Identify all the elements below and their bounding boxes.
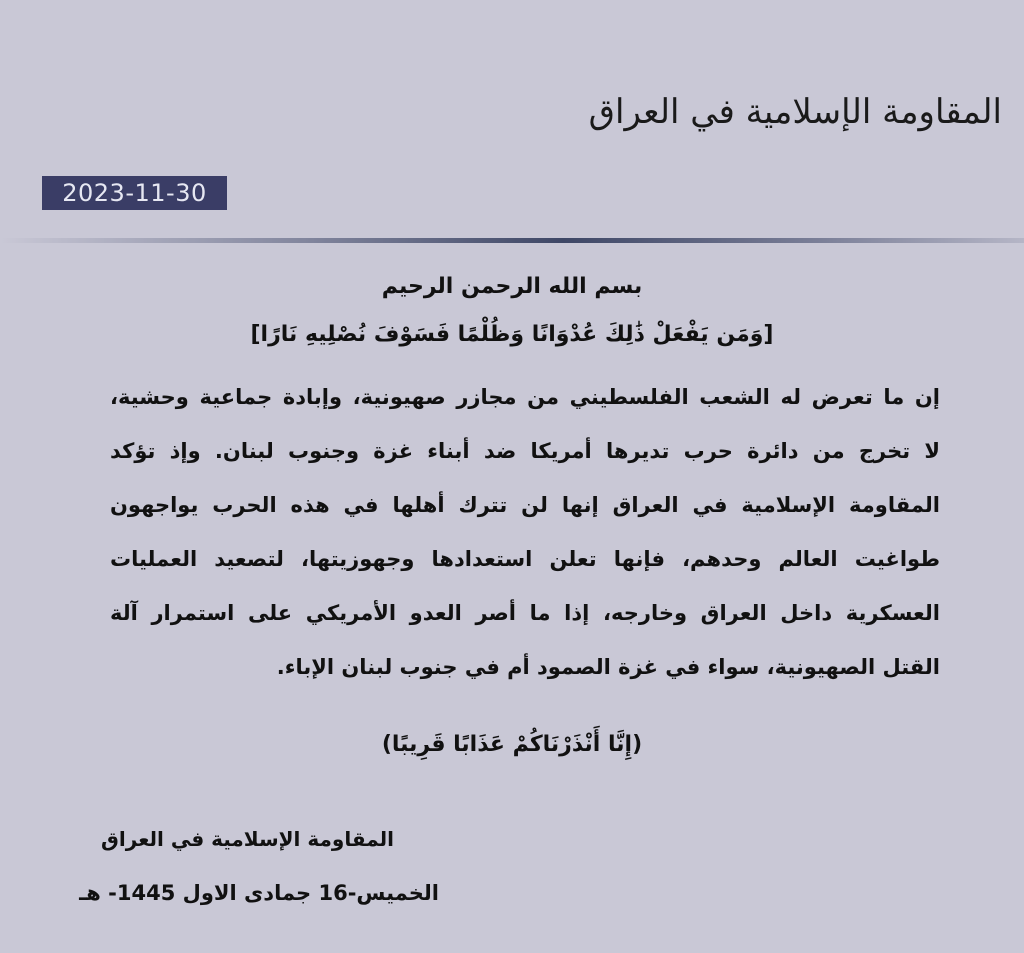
body-line: القتل الصهيونية، سواء في غزة الصمود أم في جنوب لبنان الإباء. [276, 655, 940, 679]
body-line: إن ما تعرض له الشعب الفلسطيني من مجازر صهيونية، وإبادة جماعية وحشية، [110, 385, 940, 409]
signature-name: المقاومة الإسلامية في العراق [101, 827, 394, 851]
basmala: بسم الله الرحمن الرحيم [381, 274, 643, 299]
signature-date: الخميس-16 جمادى الاول 1445- هـ [79, 881, 439, 905]
opening-verse: [وَمَن يَفْعَلْ ذَٰلِكَ عُدْوَانًا وَظُلْمًا فَسَوْفَ نُصْلِيهِ نَارًا] [250, 322, 774, 347]
date-badge: 2023-11-30 [42, 176, 227, 210]
body-line: لا تخرج من دائرة حرب تديرها أمريكا ضد أبناء غزة وجنوب لبنان. وإذ تؤكد [110, 439, 940, 463]
statement-body [110, 377, 940, 701]
header-logo-text: المقاومة الإسلامية في العراق [588, 92, 1002, 132]
body-line: طواغيت العالم وحدهم، فإنها تعلن استعدادها وجهوزيتها، لتصعيد العمليات [110, 547, 940, 571]
closing-verse: (إِنَّا أَنْذَرْنَاكُمْ عَذَابًا قَرِيبًا) [381, 732, 643, 757]
body-line: العسكرية داخل العراق وخارجه، إذا ما أصر العدو الأمريكي على استمرار آلة [110, 601, 940, 625]
body-line: المقاومة الإسلامية في العراق إنها لن تترك أهلها في هذه الحرب يواجهون [110, 493, 940, 517]
header-divider [0, 238, 1024, 243]
